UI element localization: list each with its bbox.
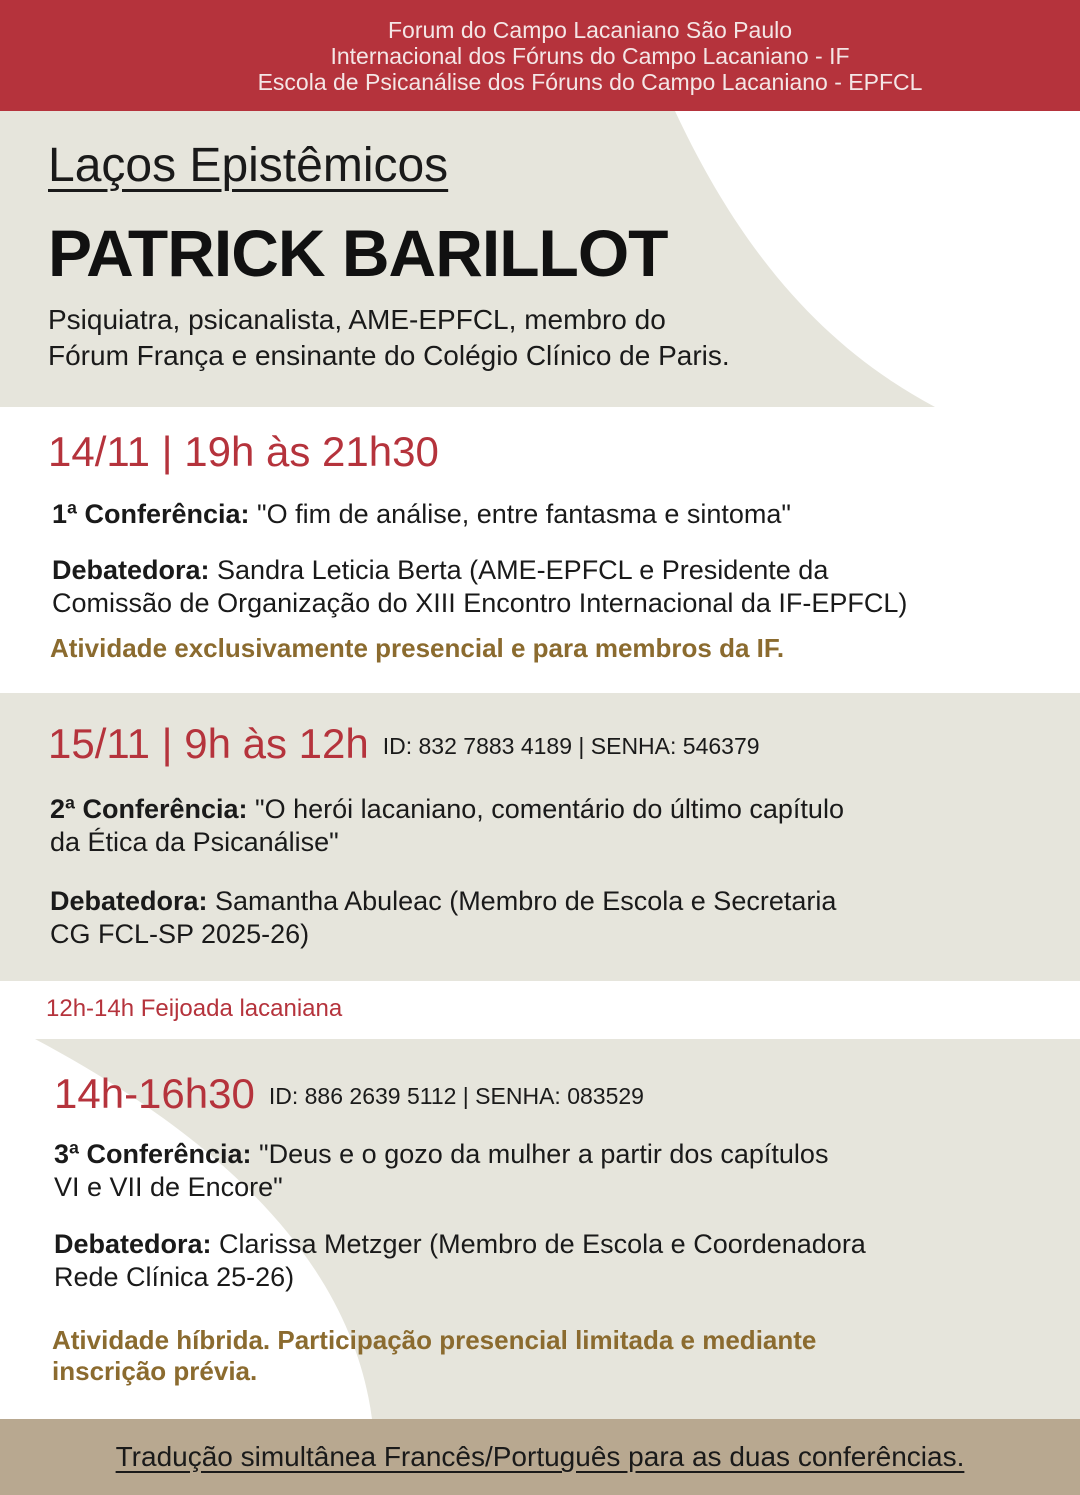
session-3-conference-line-1: "Deus e o gozo da mulher a partir dos capítulos: [251, 1139, 829, 1169]
session-1-note: [50, 633, 784, 664]
header-line-2: Internacional dos Fóruns do Campo Lacaniano - IF: [330, 42, 850, 69]
session-3-conference-line-2: VI e VII de Encore": [54, 1172, 283, 1202]
session-2-conference-line-2: da Ética da Psicanálise": [50, 827, 339, 857]
footer-text: Tradução simultânea Francês/Português para as duas conferências.: [115, 1441, 965, 1472]
session-3-debater-line-2: Rede Clínica 25-26): [54, 1262, 295, 1292]
session-1-debater: [52, 554, 907, 620]
session-1-note-text: Atividade exclusivamente presencial e para membros da IF.: [50, 633, 785, 663]
session-1-date: 14/11 | 19h às 21h30: [48, 428, 439, 475]
session-2-date-line: [48, 720, 760, 768]
series-title: Laços Epistêmicos: [48, 139, 449, 192]
session-1-debater-label: Debatedora:: [52, 555, 210, 585]
speaker-name: PATRICK BARILLOT: [48, 216, 668, 290]
session-2-debater-label: Debatedora:: [50, 886, 208, 916]
session-1-conference-title: "O fim de análise, entre fantasma e sintoma": [249, 499, 791, 529]
lunch-break: 12h-14h Feijoada lacaniana: [46, 995, 343, 1022]
session-3-debater: [54, 1228, 866, 1294]
session-3-note-line-1: Atividade híbrida. Participação presencial limitada e mediante: [52, 1325, 817, 1355]
session-2-conference-label: 2ª Conferência:: [50, 794, 248, 824]
organization-header: [0, 0, 1080, 111]
session-1-conference-label: 1ª Conferência:: [52, 499, 250, 529]
translation-footer: [0, 1419, 1080, 1495]
session-2-debater: [50, 885, 836, 951]
session-2-debater-line-1: Samantha Abuleac (Membro de Escola e Secretaria: [207, 886, 837, 916]
session-3-debater-line-1: Clarissa Metzger (Membro de Escola e Coordenadora: [211, 1229, 866, 1259]
speaker-bio: [48, 302, 730, 374]
session-3-time: 14h-16h30: [54, 1070, 255, 1117]
speaker-bio-line-1: Psiquiatra, psicanalista, AME-EPFCL, membro do: [48, 304, 666, 335]
session-1-debater-line-1: Sandra Leticia Berta (AME-EPFCL e Presidente da: [209, 555, 829, 585]
session-3-note-line-2: inscrição prévia.: [52, 1356, 258, 1386]
header-line-1: Forum do Campo Lacaniano São Paulo: [387, 16, 793, 43]
session-2-debater-line-2: CG FCL-SP 2025-26): [50, 919, 310, 949]
session-3-debater-label: Debatedora:: [54, 1229, 212, 1259]
session-3-note: [52, 1325, 816, 1387]
session-2-date: 15/11 | 9h às 12h: [48, 720, 369, 767]
session-1-conference: [52, 498, 791, 531]
session-2-conference: [50, 793, 844, 859]
session-2-id-password: ID: 832 7883 4189 | SENHA: 546379: [382, 733, 760, 759]
session-3-time-line: [54, 1070, 644, 1118]
session-3-id-password: ID: 886 2639 5112 | SENHA: 083529: [268, 1083, 644, 1109]
speaker-bio-line-2: Fórum França e ensinante do Colégio Clínico de Paris.: [48, 340, 730, 371]
header-line-3: Escola de Psicanálise dos Fóruns do Campo Lacaniano - EPFCL: [257, 68, 923, 95]
session-3-conference: [54, 1138, 828, 1204]
session-2-conference-line-1: "O herói lacaniano, comentário do último capítulo: [247, 794, 844, 824]
session-3-conference-label: 3ª Conferência:: [54, 1139, 252, 1169]
session-1-debater-line-2: Comissão de Organização do XIII Encontro Internacional da IF-EPFCL): [52, 588, 908, 618]
